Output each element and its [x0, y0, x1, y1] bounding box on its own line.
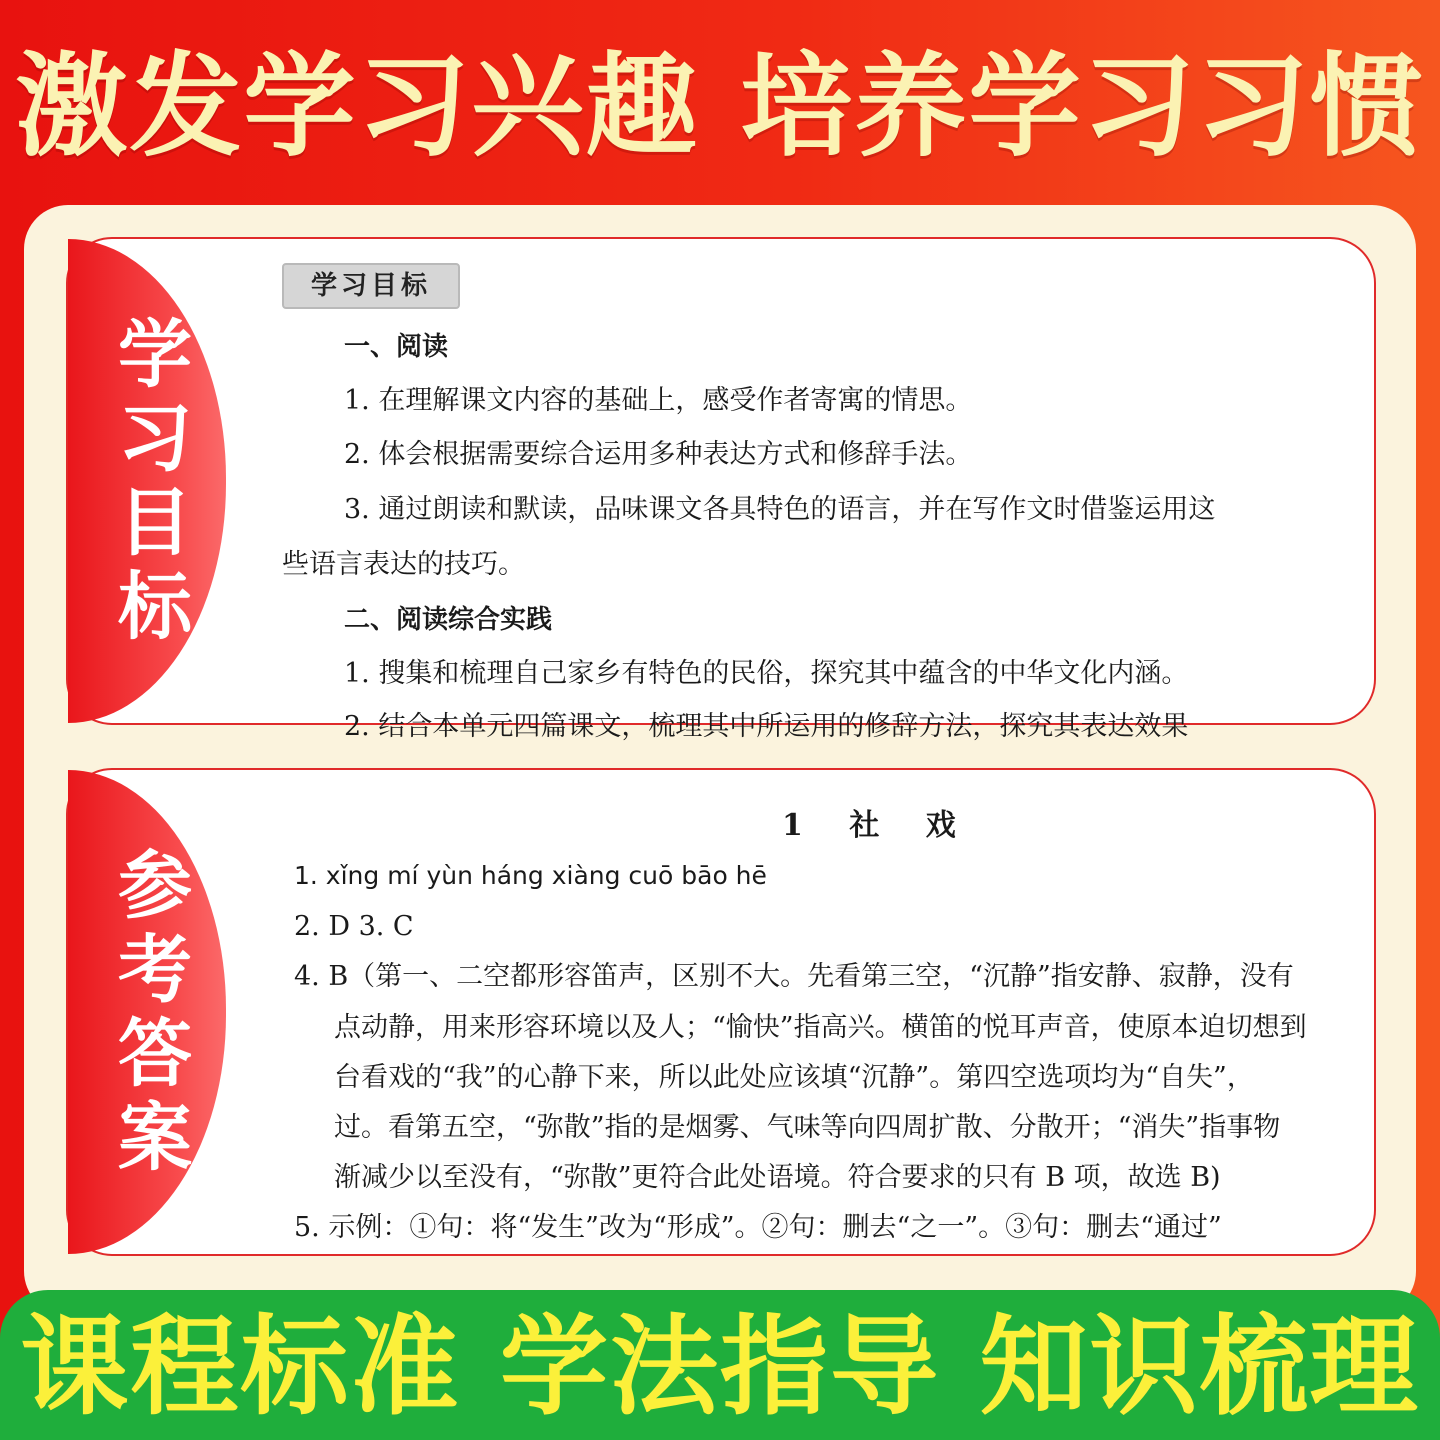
- answer-line: 过。看第五空，“弥散”指的是烟雾、气味等向四周扩散、分散开；“消失”指事物: [334, 1112, 1281, 1143]
- text-line: 2. 结合本单元四篇课文，梳理其中所运用的修辞方法，探究其表达效果: [344, 711, 1189, 742]
- pinyin-line: 1. xǐng mí yùn háng xiàng cuō bāo hē: [294, 861, 767, 890]
- lesson-title: 1 社 戏: [782, 808, 974, 843]
- footer-slogan: 课程标准 学法指导 知识梳理: [20, 1305, 1420, 1430]
- answer-line: 点动静，用来形容环境以及人；“愉快”指高兴。横笛的悦耳声音，使原本迫切想到: [334, 1012, 1307, 1043]
- text-line: 1. 搜集和梳理自己家乡有特色的民俗，探究其中蕴含的中华文化内涵。: [344, 658, 1189, 689]
- side-label-learning-goals: 学习目标: [106, 315, 192, 651]
- headline: 激发学习兴趣 培养学习习惯: [15, 42, 1425, 172]
- text-line: 3. 通过朗读和默读，品味课文各具特色的语言，并在写作文时借鉴运用这: [344, 494, 1216, 525]
- learning-goals-content: [282, 239, 1374, 742]
- answer-line: 台看戏的“我”的心静下来，所以此处应该填“沉静”。第四空选项均为“自失”，: [334, 1062, 1254, 1093]
- text-line: 2. 体会根据需要综合运用多种表达方式和修辞手法。: [344, 439, 973, 470]
- side-tab: [68, 239, 226, 723]
- section-tag: 学习目标: [282, 263, 460, 309]
- text-line: 1. 在理解课文内容的基础上，感受作者寄寓的情思。: [344, 385, 973, 416]
- answers-panel: [66, 768, 1376, 1256]
- section-heading: 一、阅读: [344, 332, 449, 362]
- learning-goals-panel: [66, 237, 1376, 742]
- answer-line: 4. B（第一、二空都形容笛声，区别不大。先看第三空，“沉静”指安静、寂静，没有: [294, 961, 1294, 992]
- answer-line: 2. D 3. C: [294, 911, 414, 942]
- text-line: 些语言表达的技巧。: [282, 549, 525, 580]
- answers-content: [282, 770, 1374, 1254]
- side-tab: [68, 770, 226, 1254]
- answer-line: 5. 示例：①句：将“发生”改为“形成”。②句：删去“之一”。③句：删去“通过”: [294, 1212, 1222, 1243]
- side-label-answers: 参考答案: [106, 846, 192, 1182]
- answer-line: 渐减少以至没有，“弥散”更符合此处语境。符合要求的只有 B 项，故选 B): [334, 1162, 1221, 1193]
- section-heading: 二、阅读综合实践: [344, 605, 553, 635]
